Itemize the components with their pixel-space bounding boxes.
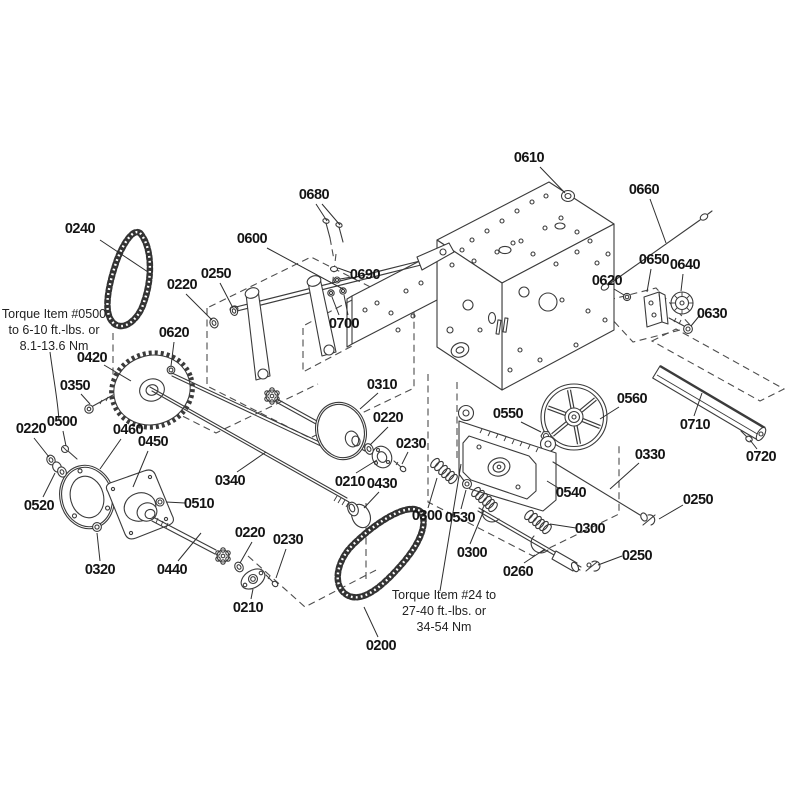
part-label-0540: 0540 — [555, 485, 587, 501]
part-label-0340: 0340 — [214, 473, 246, 489]
part-label-0440: 0440 — [156, 562, 188, 578]
part-label-0210: 0210 — [334, 474, 366, 490]
torque-note-left-line1: Torque Item #0500 — [1, 307, 107, 321]
part-label-0220: 0220 — [372, 410, 404, 426]
support-bar-0710 — [653, 366, 768, 442]
part-label-0330: 0330 — [634, 447, 666, 463]
axle-sprocket — [216, 548, 230, 564]
part-label-0250: 0250 — [682, 492, 714, 508]
part-label-0680: 0680 — [298, 187, 330, 203]
part-label-0450: 0450 — [137, 434, 169, 450]
part-label-0210: 0210 — [232, 600, 264, 616]
torque-note-left-line2: to 6-10 ft.-lbs. or — [8, 323, 100, 337]
hex-nut-0530 — [463, 480, 472, 489]
part-label-0700: 0700 — [328, 316, 360, 332]
part-label-0220: 0220 — [166, 277, 198, 293]
part-label-0300: 0300 — [574, 521, 606, 537]
part-label-0650: 0650 — [638, 252, 670, 268]
torque-note-left — [2, 306, 106, 354]
part-label-0430: 0430 — [366, 476, 398, 492]
part-label-0610: 0610 — [513, 150, 545, 166]
lower-shaft-0260 — [478, 505, 600, 573]
part-label-0240: 0240 — [64, 221, 96, 237]
friction-disc-0310 — [308, 396, 373, 467]
part-label-0510: 0510 — [183, 496, 215, 512]
part-label-0230: 0230 — [272, 532, 304, 548]
bolt-0350 — [85, 395, 113, 413]
part-label-0720: 0720 — [745, 449, 777, 465]
bolt-0630 — [669, 318, 692, 333]
torque-note-left-line3: 8.1-13.6 Nm — [19, 339, 89, 353]
part-label-0500: 0500 — [46, 414, 78, 430]
torque-note-right-line2: 27-40 ft.-lbs. or — [401, 604, 487, 618]
drive-chain-lower-0200 — [338, 509, 424, 597]
part-label-0310: 0310 — [366, 377, 398, 393]
clip-0250-lower — [586, 561, 600, 571]
part-label-0560: 0560 — [616, 391, 648, 407]
torque-note-right — [392, 587, 496, 635]
torque-note-right-line3: 34-54 Nm — [416, 620, 472, 634]
part-label-0250: 0250 — [621, 548, 653, 564]
part-label-0350: 0350 — [59, 378, 91, 394]
screw-0230-mid — [394, 461, 407, 473]
part-label-0520: 0520 — [23, 498, 55, 514]
part-label-0620: 0620 — [158, 325, 190, 341]
bracket-0650 — [644, 292, 668, 327]
part-label-0660: 0660 — [628, 182, 660, 198]
part-label-0530: 0530 — [444, 510, 476, 526]
drive-chain-upper-0240 — [107, 232, 149, 326]
part-label-0630: 0630 — [696, 306, 728, 322]
part-label-0200: 0200 — [365, 638, 397, 654]
part-label-0620: 0620 — [591, 273, 623, 289]
part-label-0300: 0300 — [411, 508, 443, 524]
torque-note-right-line1: Torque Item #24 to — [391, 588, 497, 602]
part-label-0250: 0250 — [200, 266, 232, 282]
part-label-0550: 0550 — [492, 406, 524, 422]
frame-housing — [347, 182, 614, 390]
knob-0640 — [671, 292, 693, 314]
hex-nut-0620-right — [623, 293, 630, 300]
part-label-0300: 0300 — [456, 545, 488, 561]
part-label-0600: 0600 — [236, 231, 268, 247]
part-label-0220: 0220 — [234, 525, 266, 541]
part-label-0320: 0320 — [84, 562, 116, 578]
part-label-0260: 0260 — [502, 564, 534, 580]
part-label-0710: 0710 — [679, 417, 711, 433]
screw-0500 — [62, 446, 78, 460]
grommet-0610 — [562, 191, 575, 202]
part-label-0460: 0460 — [112, 422, 144, 438]
part-label-0420: 0420 — [76, 350, 108, 366]
part-label-0230: 0230 — [395, 436, 427, 452]
part-label-0220: 0220 — [15, 421, 47, 437]
part-label-0690: 0690 — [349, 267, 381, 283]
part-label-0640: 0640 — [669, 257, 701, 273]
u-joint — [265, 388, 279, 404]
